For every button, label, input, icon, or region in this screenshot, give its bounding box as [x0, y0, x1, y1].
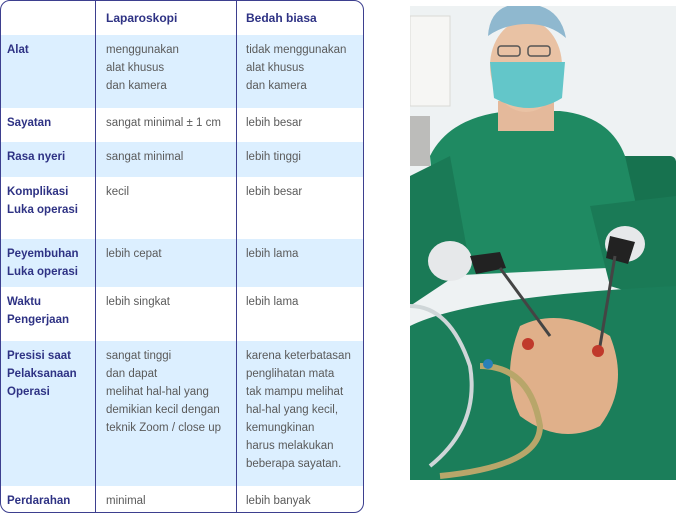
bedah-biasa-cell-line: lebih lama: [246, 248, 299, 260]
row-label-line: Operasi: [7, 386, 50, 398]
row-label-line: Alat: [7, 44, 29, 56]
laparoskopi-cell-line: dan kamera: [106, 80, 167, 92]
row-label-line: Presisi saat: [7, 350, 71, 362]
laparoskopi-cell-line: minimal: [106, 495, 146, 507]
row-label-line: Komplikasi: [7, 186, 69, 198]
bedah-biasa-cell-line: kemungkinan: [246, 422, 315, 434]
bedah-biasa-cell-line: hal-hal yang kecil,: [246, 404, 339, 416]
bedah-biasa-cell-line: beberapa sayatan.: [246, 458, 342, 470]
bedah-biasa-cell-line: harus melakukan: [246, 440, 334, 452]
bedah-biasa-cell: [246, 293, 361, 311]
bedah-biasa-cell-line: tidak menggunakan: [246, 44, 347, 56]
surgeon-photo: [410, 6, 676, 480]
laparoskopi-cell-line: menggunakan: [106, 44, 179, 56]
table-row: [1, 142, 363, 177]
table-row: [1, 177, 363, 239]
table-row: [1, 35, 363, 108]
bedah-biasa-cell-line: lebih tinggi: [246, 151, 301, 163]
row-label: [7, 114, 95, 132]
row-label-line: Rasa nyeri: [7, 151, 66, 163]
column-divider-1: [95, 1, 96, 512]
table-row: [1, 341, 363, 486]
surgeon-photo-icon: [410, 6, 676, 480]
laparoskopi-cell-line: melihat hal-hal yang: [106, 386, 209, 398]
row-label: [7, 245, 95, 281]
row-label: [7, 41, 95, 59]
row-label: [7, 293, 95, 329]
row-label-line: Sayatan: [7, 117, 52, 129]
column-divider-2: [236, 1, 237, 512]
row-label: [7, 347, 95, 401]
row-label-line: Peyembuhan: [7, 248, 79, 260]
bedah-biasa-cell: [246, 245, 361, 263]
laparoskopi-cell: [106, 148, 236, 166]
laparoskopi-cell-line: lebih singkat: [106, 296, 170, 308]
table-header: [1, 1, 363, 35]
header-laparoskopi: Laparoskopi: [106, 11, 178, 25]
bedah-biasa-cell: [246, 492, 361, 510]
bedah-biasa-cell-line: alat khusus: [246, 62, 305, 74]
bedah-biasa-cell-line: lebih lama: [246, 296, 299, 308]
bedah-biasa-cell: [246, 148, 361, 166]
row-label-line: Pelaksanaan: [7, 368, 77, 380]
laparoskopi-cell: [106, 293, 236, 311]
row-label: [7, 492, 95, 510]
bedah-biasa-cell-line: dan kamera: [246, 80, 307, 92]
table-row: [1, 486, 363, 513]
laparoskopi-cell-line: alat khusus: [106, 62, 165, 74]
laparoskopi-cell: [106, 114, 236, 132]
bedah-biasa-cell-line: lebih besar: [246, 186, 303, 198]
row-label-line: Luka operasi: [7, 266, 78, 278]
laparoskopi-cell: [106, 183, 236, 201]
row-label-line: Luka operasi: [7, 204, 78, 216]
bedah-biasa-cell: [246, 183, 361, 201]
laparoskopi-cell-line: sangat minimal ± 1 cm: [106, 117, 221, 129]
laparoskopi-cell: [106, 41, 236, 95]
row-label-line: Pengerjaan: [7, 314, 69, 326]
laparoskopi-cell-line: teknik Zoom / close up: [106, 422, 222, 434]
bedah-biasa-cell-line: lebih banyak: [246, 495, 311, 507]
laparoskopi-cell: [106, 245, 236, 263]
bedah-biasa-cell: [246, 114, 361, 132]
bedah-biasa-cell-line: karena keterbatasan: [246, 350, 351, 362]
row-label: [7, 148, 95, 166]
laparoskopi-cell-line: demikian kecil dengan: [106, 404, 220, 416]
row-label-line: Perdarahan: [7, 495, 71, 507]
laparoskopi-cell-line: dan dapat: [106, 368, 158, 380]
header-bedah-biasa: Bedah biasa: [246, 11, 317, 25]
laparoskopi-cell: [106, 347, 236, 437]
row-label-line: Waktu: [7, 296, 42, 308]
laparoskopi-cell-line: kecil: [106, 186, 130, 198]
bedah-biasa-cell-line: lebih besar: [246, 117, 303, 129]
bedah-biasa-cell-line: penglihatan mata: [246, 368, 335, 380]
table-row: [1, 108, 363, 142]
table-row: [1, 287, 363, 341]
bedah-biasa-cell-line: tak mampu melihat: [246, 386, 344, 398]
bedah-biasa-cell: [246, 41, 361, 95]
row-label: [7, 183, 95, 219]
laparoskopi-cell-line: sangat minimal: [106, 151, 184, 163]
laparoskopi-cell-line: lebih cepat: [106, 248, 162, 260]
laparoskopi-cell-line: sangat tinggi: [106, 350, 172, 362]
table-row: [1, 239, 363, 287]
laparoskopi-cell: [106, 492, 236, 510]
bedah-biasa-cell: [246, 347, 361, 473]
